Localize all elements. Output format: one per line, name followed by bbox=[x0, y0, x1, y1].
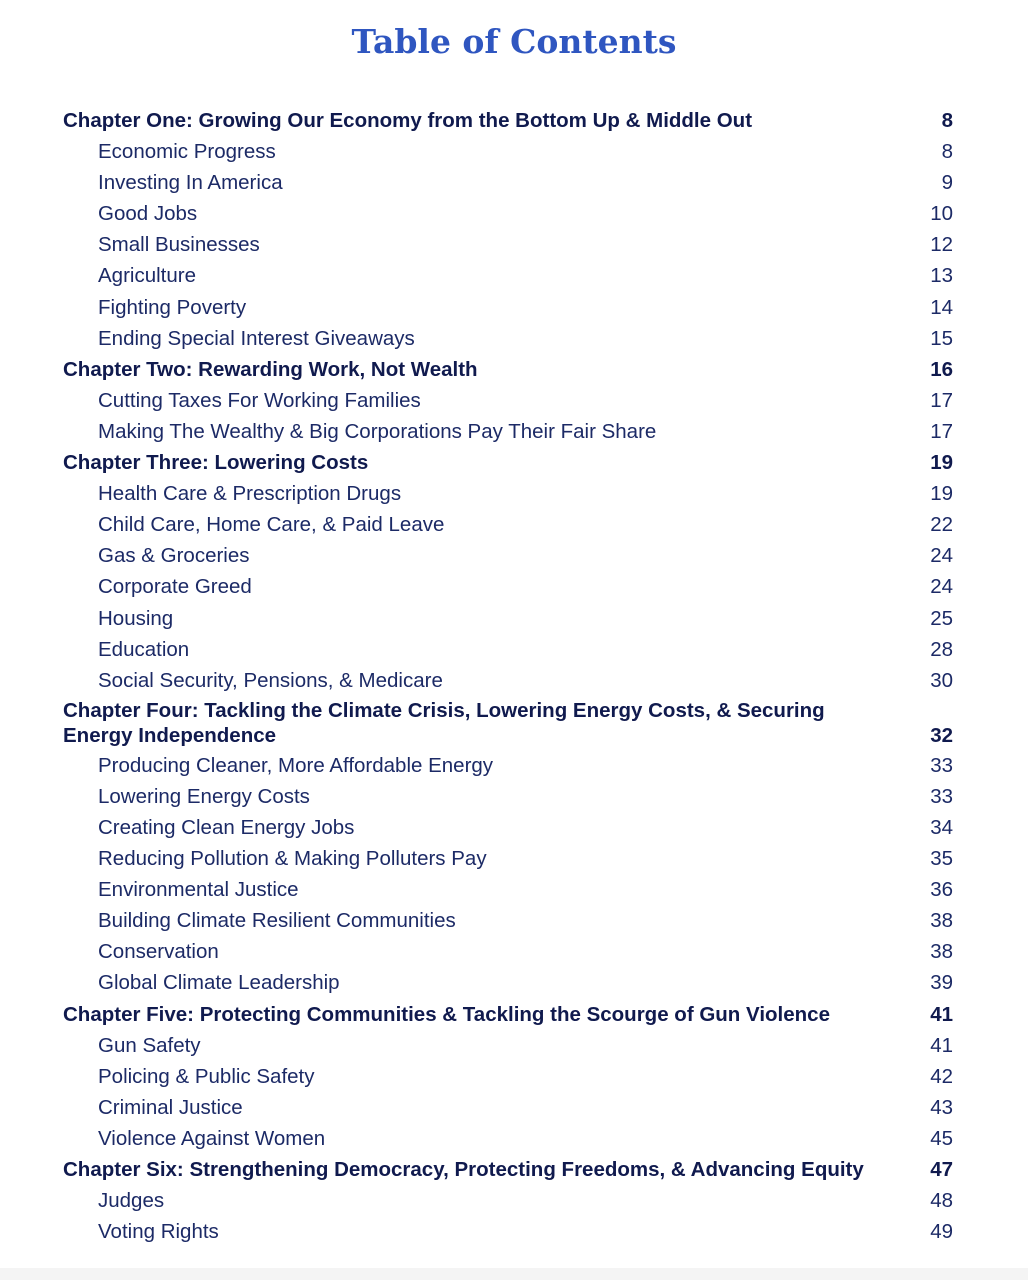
toc-section[interactable] bbox=[63, 260, 953, 291]
section-title: Housing bbox=[98, 606, 174, 630]
page-number: 15 bbox=[930, 326, 953, 350]
page-number: 39 bbox=[930, 971, 953, 995]
section-title: Health Care & Prescription Drugs bbox=[98, 482, 402, 506]
chapter-title: Chapter Three: Lowering Costs bbox=[63, 451, 369, 475]
section-title: Gas & Groceries bbox=[98, 544, 250, 568]
section-title: Child Care, Home Care, & Paid Leave bbox=[98, 513, 445, 537]
section-title: Education bbox=[98, 637, 190, 661]
toc-section[interactable] bbox=[63, 385, 953, 416]
page-number: 8 bbox=[941, 140, 953, 164]
toc-section[interactable] bbox=[63, 571, 953, 602]
toc-section[interactable] bbox=[63, 967, 953, 998]
page-number: 8 bbox=[941, 109, 953, 132]
table-of-contents bbox=[63, 105, 953, 1247]
toc-section[interactable] bbox=[63, 665, 953, 696]
page-number: 34 bbox=[930, 815, 953, 839]
toc-section[interactable] bbox=[63, 936, 953, 967]
page-number: 24 bbox=[930, 544, 953, 568]
toc-section[interactable] bbox=[63, 1216, 953, 1247]
section-title: Fighting Poverty bbox=[98, 295, 247, 319]
page-number: 30 bbox=[930, 668, 953, 692]
toc-section[interactable] bbox=[63, 198, 953, 229]
toc-chapter-six[interactable] bbox=[63, 1154, 953, 1185]
toc-chapter-two[interactable] bbox=[63, 354, 953, 385]
page-title: Table of Contents bbox=[351, 22, 677, 61]
page-number: 41 bbox=[930, 1002, 953, 1026]
section-title: Small Businesses bbox=[98, 233, 260, 257]
toc-section[interactable] bbox=[63, 1061, 953, 1092]
toc-section[interactable] bbox=[63, 478, 953, 509]
chapter-title: Chapter Six: Strengthening Democracy, Protecting Freedoms, & Advancing Equity bbox=[63, 1158, 864, 1181]
section-title: Judges bbox=[98, 1189, 165, 1213]
toc-section[interactable] bbox=[63, 229, 953, 260]
toc-section[interactable] bbox=[63, 781, 953, 812]
page-number: 48 bbox=[930, 1189, 953, 1213]
chapter-title: Chapter Five: Protecting Communities & Tackling the Scourge of Gun Violence bbox=[63, 1002, 830, 1026]
toc-section[interactable] bbox=[63, 540, 953, 571]
page-number: 13 bbox=[930, 264, 953, 288]
toc-section[interactable] bbox=[63, 1123, 953, 1154]
section-title: Cutting Taxes For Working Families bbox=[98, 388, 421, 412]
page-number: 28 bbox=[930, 637, 953, 661]
toc-section[interactable] bbox=[63, 812, 953, 843]
page-number: 42 bbox=[930, 1064, 953, 1088]
page-number: 36 bbox=[930, 878, 953, 902]
section-title: Corporate Greed bbox=[98, 575, 252, 599]
page-number: 47 bbox=[930, 1158, 953, 1181]
page-number: 19 bbox=[930, 451, 953, 475]
toc-section[interactable] bbox=[63, 905, 953, 936]
page-number: 43 bbox=[930, 1095, 953, 1119]
toc-section[interactable] bbox=[63, 509, 953, 540]
section-title: Ending Special Interest Giveaways bbox=[98, 326, 415, 350]
page-number: 49 bbox=[930, 1220, 953, 1244]
section-title: Global Climate Leadership bbox=[98, 971, 340, 995]
page-number: 41 bbox=[930, 1033, 953, 1057]
section-title: Reducing Pollution & Making Polluters Pay bbox=[98, 847, 487, 871]
page-number: 33 bbox=[930, 784, 953, 808]
page-number: 25 bbox=[930, 606, 953, 630]
page-number: 24 bbox=[930, 575, 953, 599]
chapter-title: Chapter Four: Tackling the Climate Crisis, Lowering Energy Costs, & Securing Energy Independence bbox=[63, 698, 825, 747]
section-title: Voting Rights bbox=[98, 1220, 219, 1244]
toc-section[interactable] bbox=[63, 1030, 953, 1061]
section-title: Producing Cleaner, More Affordable Energy bbox=[98, 753, 494, 777]
toc-section[interactable] bbox=[63, 1092, 953, 1123]
toc-chapter-one[interactable] bbox=[63, 105, 953, 136]
section-title: Building Climate Resilient Communities bbox=[98, 909, 456, 933]
section-title: Environmental Justice bbox=[98, 878, 299, 902]
toc-chapter-four[interactable] bbox=[63, 696, 953, 750]
page-number: 16 bbox=[930, 357, 953, 381]
section-title: Gun Safety bbox=[98, 1033, 201, 1057]
section-title: Violence Against Women bbox=[98, 1126, 326, 1150]
toc-section[interactable] bbox=[63, 1185, 953, 1216]
page-number: 14 bbox=[930, 295, 953, 319]
page-number: 38 bbox=[930, 940, 953, 964]
section-title: Good Jobs bbox=[98, 202, 198, 226]
toc-section[interactable] bbox=[63, 874, 953, 905]
page-number: 38 bbox=[930, 909, 953, 933]
toc-section[interactable] bbox=[63, 292, 953, 323]
toc-section[interactable] bbox=[63, 843, 953, 874]
toc-section[interactable] bbox=[63, 603, 953, 634]
section-title: Conservation bbox=[98, 940, 219, 964]
page-number: 45 bbox=[930, 1126, 953, 1150]
page-number: 32 bbox=[930, 723, 953, 747]
toc-section[interactable] bbox=[63, 416, 953, 447]
section-title: Social Security, Pensions, & Medicare bbox=[98, 668, 443, 692]
page-number: 33 bbox=[930, 753, 953, 777]
page-number: 9 bbox=[941, 171, 953, 195]
page-number: 10 bbox=[930, 202, 953, 226]
page-number: 17 bbox=[930, 388, 953, 412]
chapter-title: Chapter One: Growing Our Economy from the Bottom Up & Middle Out bbox=[63, 109, 753, 132]
page-bottom-edge bbox=[0, 1268, 1028, 1280]
section-title: Lowering Energy Costs bbox=[98, 784, 310, 808]
page-number: 22 bbox=[930, 513, 953, 537]
toc-chapter-three[interactable] bbox=[63, 447, 953, 478]
section-title: Investing In America bbox=[98, 171, 283, 195]
page-number: 19 bbox=[930, 482, 953, 506]
toc-section[interactable] bbox=[63, 634, 953, 665]
chapter-title: Chapter Two: Rewarding Work, Not Wealth bbox=[63, 357, 478, 381]
page-number: 35 bbox=[930, 847, 953, 871]
section-title: Creating Clean Energy Jobs bbox=[98, 815, 355, 839]
page-number: 12 bbox=[930, 233, 953, 257]
section-title: Criminal Justice bbox=[98, 1095, 243, 1119]
toc-section[interactable] bbox=[63, 136, 953, 167]
toc-chapter-five[interactable] bbox=[63, 999, 953, 1030]
section-title: Economic Progress bbox=[98, 140, 276, 164]
section-title: Agriculture bbox=[98, 264, 196, 288]
page-number: 17 bbox=[930, 419, 953, 443]
section-title: Policing & Public Safety bbox=[98, 1064, 315, 1088]
toc-section[interactable] bbox=[63, 167, 953, 198]
toc-section[interactable] bbox=[63, 323, 953, 354]
toc-section[interactable] bbox=[63, 750, 953, 781]
section-title: Making The Wealthy & Big Corporations Pay Their Fair Share bbox=[98, 419, 657, 443]
